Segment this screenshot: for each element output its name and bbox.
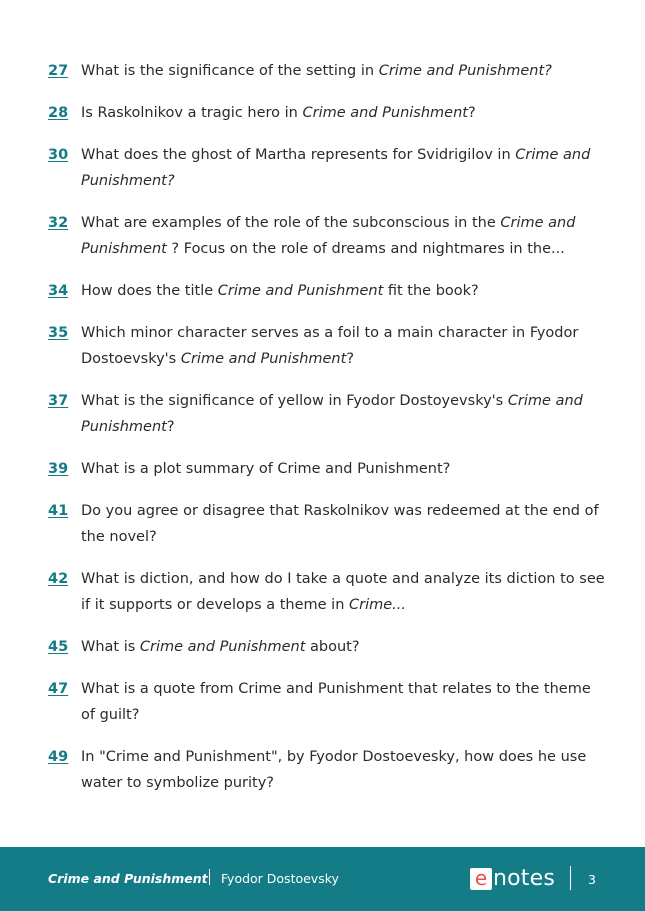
question-text-part: What is the significance of yellow in Fyodor Dostoyevsky's xyxy=(81,393,508,409)
question-entry xyxy=(48,566,608,618)
question-page-link[interactable]: 37 xyxy=(48,393,69,409)
question-text xyxy=(81,456,608,482)
question-entry xyxy=(48,744,608,796)
question-entry xyxy=(48,58,608,84)
footer-author: Fyodor Dostoevsky xyxy=(221,871,339,886)
question-page-link[interactable]: 45 xyxy=(48,639,69,655)
question-text-part: What is a quote from Crime and Punishment that relates to the theme of guilt? xyxy=(81,681,591,723)
footer-book-title: Crime and Punishment xyxy=(48,871,208,886)
question-entry xyxy=(48,100,608,126)
question-text-part: ? Focus on the role of dreams and nightmares in the... xyxy=(166,241,565,257)
question-title-italic: Crime and Punishment xyxy=(217,283,384,299)
question-text-part: ? xyxy=(467,105,476,121)
question-text xyxy=(81,676,608,728)
question-text xyxy=(81,320,608,372)
question-page-link[interactable]: 41 xyxy=(48,503,69,519)
question-page-link[interactable]: 32 xyxy=(48,215,69,231)
footer-divider xyxy=(209,869,210,885)
question-text-part: ? xyxy=(166,419,175,435)
question-title-italic: Crime and Punishment xyxy=(302,105,468,121)
question-text-part: What are examples of the role of the subconscious in the xyxy=(81,215,501,231)
question-page-link[interactable]: 34 xyxy=(48,283,69,299)
question-title-italic: Crime and Punishment xyxy=(139,639,306,655)
enotes-logo[interactable] xyxy=(470,867,555,891)
question-text-part: How does the title xyxy=(81,283,218,299)
question-entry xyxy=(48,676,608,728)
question-text xyxy=(81,58,608,84)
question-text xyxy=(81,744,608,796)
question-page-link[interactable]: 49 xyxy=(48,749,69,765)
question-text xyxy=(81,100,608,126)
question-entry xyxy=(48,142,608,194)
question-text-part: fit the book? xyxy=(383,283,479,299)
question-text-part: ? xyxy=(346,351,355,367)
question-entry xyxy=(48,498,608,550)
question-text xyxy=(81,388,608,440)
question-page-link[interactable]: 47 xyxy=(48,681,69,697)
question-text-part: What is a plot summary of Crime and Punishment? xyxy=(81,461,451,477)
question-page-link[interactable]: 35 xyxy=(48,325,69,341)
question-page-link[interactable]: 30 xyxy=(48,147,69,163)
question-text xyxy=(81,278,608,304)
question-text xyxy=(81,634,608,660)
question-entry xyxy=(48,278,608,304)
question-text-part: In "Crime and Punishment", by Fyodor Dostoevesky, how does he use water to symbolize purity? xyxy=(81,749,587,791)
question-entry xyxy=(48,320,608,372)
question-entry xyxy=(48,456,608,482)
question-text-part: What is diction, and how do I take a quote and analyze its diction to see if it supports or develops a theme in xyxy=(81,571,605,613)
footer-logo-divider xyxy=(570,866,571,890)
enotes-logo-word: notes xyxy=(493,866,556,891)
question-title-italic: Crime... xyxy=(349,597,407,613)
question-text-part: What does the ghost of Martha represents for Svidrigilov in xyxy=(81,147,516,163)
question-title-italic: Crime and Punishment? xyxy=(378,63,552,79)
question-page-link[interactable]: 42 xyxy=(48,571,69,587)
question-text-part: Which minor character serves as a foil to a main character in Fyodor Dostoevsky's xyxy=(81,325,579,367)
question-text xyxy=(81,498,608,550)
question-text-part: What is xyxy=(81,639,140,655)
page-number: 3 xyxy=(588,872,596,887)
question-text xyxy=(81,142,608,194)
question-text-part: Is Raskolnikov a tragic hero in xyxy=(81,105,303,121)
question-text-part: Do you agree or disagree that Raskolnikov was redeemed at the end of the novel? xyxy=(81,503,599,545)
question-entry xyxy=(48,388,608,440)
question-page-link[interactable]: 28 xyxy=(48,105,69,121)
question-title-italic: Crime and Punishment xyxy=(180,351,347,367)
enotes-logo-e: e xyxy=(470,868,492,890)
question-title-italic: Crime and Punishment xyxy=(81,393,583,435)
question-page-link[interactable]: 27 xyxy=(48,63,69,79)
question-entry xyxy=(48,634,608,660)
question-text xyxy=(81,566,608,618)
question-list xyxy=(48,58,608,796)
question-entry xyxy=(48,210,608,262)
question-text-part: What is the significance of the setting in xyxy=(81,63,379,79)
footer-bar xyxy=(0,847,645,911)
question-page-link[interactable]: 39 xyxy=(48,461,69,477)
question-title-italic: Crime and Punishment? xyxy=(81,147,591,189)
question-text xyxy=(81,210,608,262)
question-title-italic: Crime and Punishment xyxy=(81,215,576,257)
question-text-part: about? xyxy=(305,639,360,655)
